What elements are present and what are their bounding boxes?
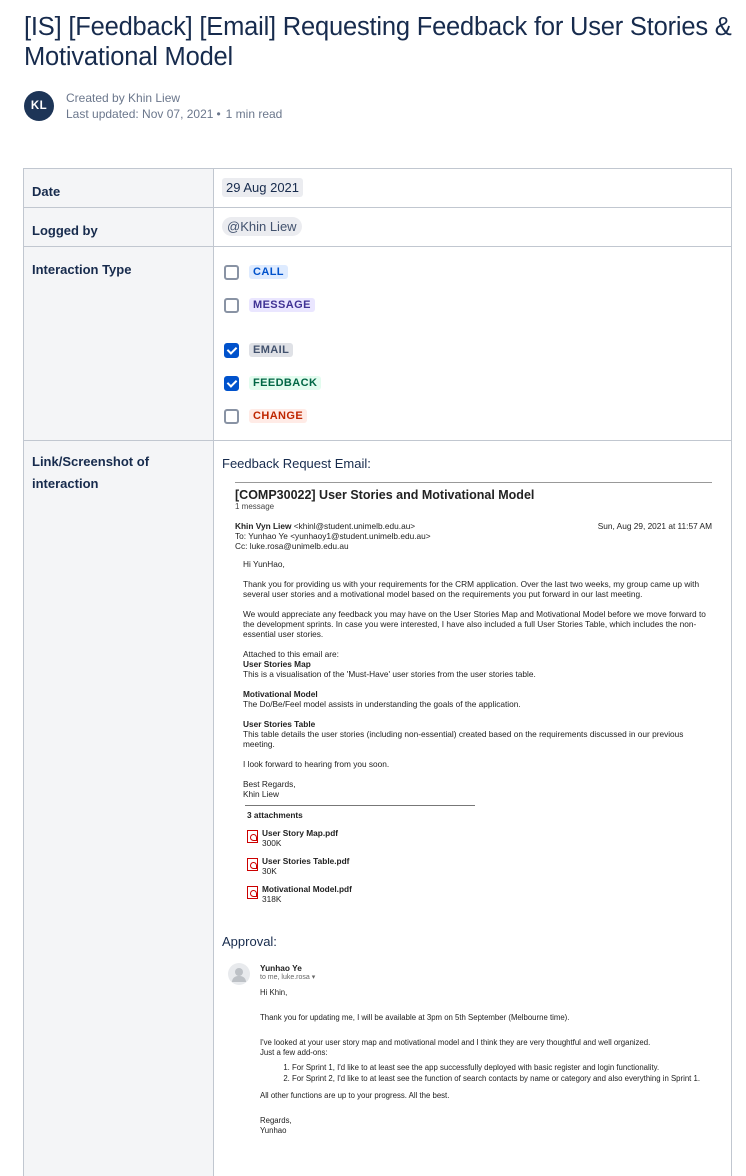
interaction-type-message	[222, 292, 723, 318]
email-closing: I look forward to hearing from you soon.	[243, 759, 390, 769]
attachment-size: 300K	[262, 837, 282, 848]
attachment-size: 30K	[262, 865, 277, 876]
email-item-title: User Stories Map	[243, 659, 311, 669]
interaction-type-feedback	[222, 370, 723, 396]
attachment-size: 318K	[262, 893, 282, 904]
approval-sender: Yunhao Ye	[260, 963, 302, 973]
created-by[interactable]: Created by Khin Liew	[66, 91, 181, 105]
interaction-type-list	[222, 259, 723, 429]
attachments-list	[235, 829, 712, 904]
approval-list	[292, 1063, 718, 1084]
email-body	[243, 559, 712, 799]
approval-to: to me, luke.rosa	[260, 974, 310, 981]
sender-avatar-icon	[228, 963, 250, 985]
byline	[24, 90, 282, 122]
attachment-item[interactable]	[247, 829, 712, 848]
attachments-divider	[245, 805, 475, 806]
approval-heading: Approval:	[222, 934, 277, 949]
feedback-request-heading: Feedback Request Email:	[222, 456, 371, 471]
byline-text	[66, 90, 282, 122]
status-lozenge: FEEDBACK	[249, 376, 321, 390]
author-avatar[interactable]: KL	[24, 91, 54, 121]
approval-paragraph: Thank you for updating me, I will be available at 3pm on 5th September (Melbourne time).	[260, 1013, 570, 1022]
email-greeting: Hi YunHao,	[243, 559, 285, 569]
pdf-icon	[247, 830, 258, 843]
email-subject: [COMP30022] User Stories and Motivational Model	[235, 488, 535, 502]
checkbox-change[interactable]	[224, 409, 239, 424]
checkbox-message[interactable]	[224, 298, 239, 313]
attachment-item[interactable]	[247, 885, 712, 904]
user-mention[interactable]: @Khin Liew	[222, 217, 302, 236]
table-row-date	[24, 169, 732, 208]
date-label: Date	[24, 169, 214, 208]
interaction-type-cell	[214, 247, 732, 441]
email-item-title: Motivational Model	[243, 689, 318, 699]
attachment-text	[262, 857, 349, 876]
email-cc: Cc: luke.rosa@unimelb.edu.au	[235, 541, 349, 551]
email-date: Sun, Aug 29, 2021 at 11:57 AM	[597, 521, 712, 531]
table-row-logged-by	[24, 208, 732, 247]
attachment-name: User Stories Table.pdf	[262, 856, 350, 866]
email-message-count: 1 message	[235, 502, 275, 511]
email-from-address: <khinl@student.unimelb.edu.au>	[293, 521, 416, 531]
approval-signoff: Regards,	[260, 1116, 292, 1125]
table-row-interaction-type	[24, 247, 732, 441]
date-cell	[214, 169, 732, 208]
link-screenshot-label: Link/Screenshot of interaction	[24, 441, 214, 1176]
email-header	[235, 521, 712, 551]
email-top-rule	[235, 482, 712, 483]
email-item-desc: The Do/Be/Feel model assists in understanding the goals of the application.	[243, 699, 521, 709]
email-attached-intro: Attached to this email are:	[243, 649, 339, 659]
interaction-type-email	[222, 337, 723, 363]
attachment-name: Motivational Model.pdf	[262, 884, 352, 894]
status-lozenge: MESSAGE	[249, 298, 315, 312]
last-updated[interactable]: Last updated: Nov 07, 2021	[66, 107, 214, 121]
email-paragraph: We would appreciate any feedback you may have on the User Stories Map and Motivational Model before we move forward to the development sprints. In case you were interested, I have also included a full User Stories Table, which includes the non-essential user stories.	[243, 609, 706, 639]
email-to: To: Yunhao Ye <yunhaoy1@student.unimelb.edu.au>	[235, 531, 431, 541]
status-lozenge: EMAIL	[249, 343, 293, 357]
logged-by-label: Logged by	[24, 208, 214, 247]
date-chip[interactable]: 29 Aug 2021	[222, 178, 303, 197]
attachment-item[interactable]	[247, 857, 712, 876]
logged-by-cell	[214, 208, 732, 247]
approval-signature: Yunhao	[260, 1126, 287, 1135]
read-time: 1 min read	[225, 107, 283, 121]
email-paragraph: Thank you for providing us with your requirements for the CRM application. Over the last two weeks, my group came up with several user stories and a motivational model based on the requirements you put forward in our last meeting.	[243, 579, 700, 599]
approval-greeting: Hi Khin,	[260, 988, 288, 997]
checkbox-call[interactable]	[224, 265, 239, 280]
status-lozenge: CHANGE	[249, 409, 307, 423]
page-title: [IS] [Feedback] [Email] Requesting Feedback for User Stories & Motivational Model	[24, 13, 732, 71]
email-screenshot	[235, 482, 712, 904]
approval-screenshot	[228, 963, 718, 1136]
email-item-desc: This table details the user stories (including non-essential) created based on the requirements discussed in our previous meeting.	[243, 729, 684, 749]
attachment-name: User Story Map.pdf	[262, 828, 339, 838]
email-signoff: Best Regards,	[243, 779, 296, 789]
attachment-text	[262, 885, 352, 904]
interaction-type-call	[222, 259, 723, 285]
checkbox-feedback[interactable]	[224, 376, 239, 391]
attachment-text	[262, 829, 338, 848]
email-from-name: Khin Vyn Liew	[235, 521, 292, 531]
email-signature: Khin Liew	[243, 789, 279, 799]
attachments-title: 3 attachments	[247, 810, 303, 820]
properties-table	[23, 168, 732, 1176]
list-item: 1. For Sprint 1, I'd like to at least see the app successfully deployed with basic register and login functionality.	[292, 1063, 718, 1073]
approval-body	[260, 963, 718, 1136]
approval-paragraph: Just a few add-ons:	[260, 1048, 328, 1057]
approval-recipients	[260, 973, 718, 983]
interaction-type-change	[222, 403, 723, 429]
email-item-title: User Stories Table	[243, 719, 316, 729]
link-screenshot-cell	[214, 441, 732, 1176]
approval-paragraph: All other functions are up to your progress. All the best.	[260, 1091, 450, 1100]
checkbox-email[interactable]	[224, 343, 239, 358]
list-item: 2. For Sprint 2, I'd like to at least see the function of search contacts by name or category and also everything in Sprint 1.	[292, 1074, 718, 1084]
status-lozenge: CALL	[249, 265, 288, 279]
byline-separator: •	[216, 107, 221, 121]
pdf-icon	[247, 886, 258, 899]
last-updated-row	[66, 106, 282, 122]
table-row-link-screenshot	[24, 441, 732, 1176]
email-item-desc: This is a visualisation of the 'Must-Have' user stories from the user stories table.	[243, 669, 536, 679]
chevron-down-icon: ▾	[311, 974, 316, 981]
interaction-type-label: Interaction Type	[24, 247, 214, 441]
approval-paragraph: I've looked at your user story map and motivational model and I think they are very thoughtful and well organized.	[260, 1038, 651, 1047]
pdf-icon	[247, 858, 258, 871]
